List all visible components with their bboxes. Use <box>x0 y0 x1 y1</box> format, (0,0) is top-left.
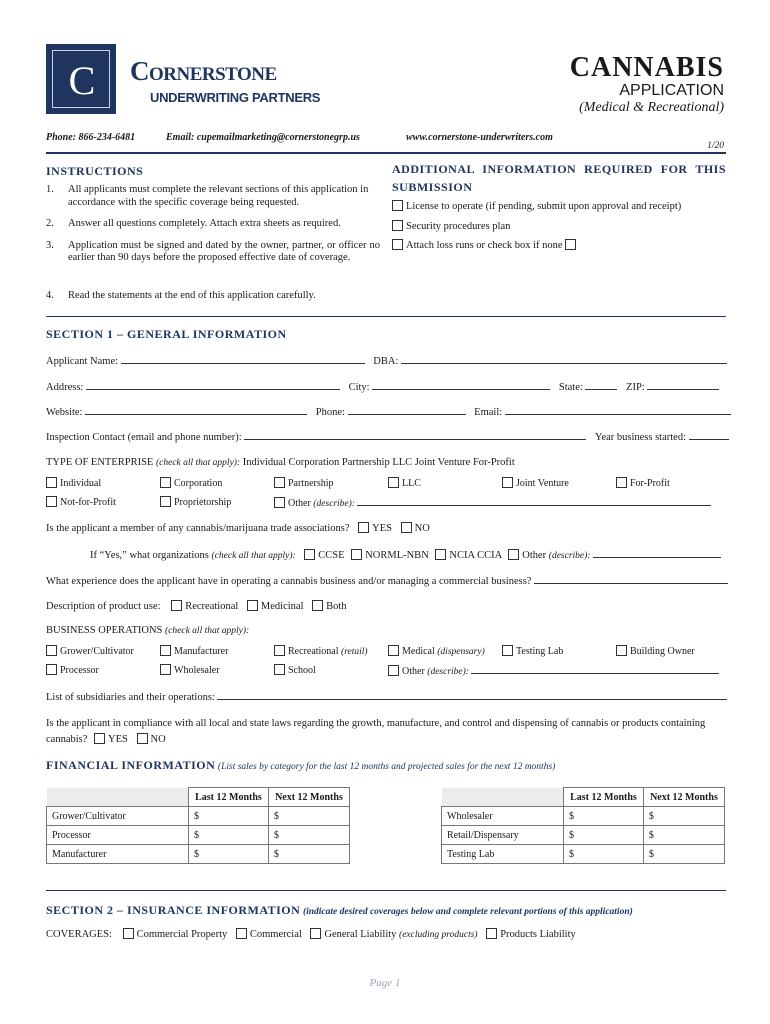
table-row: Retail/Dispensary $ $ <box>442 826 725 845</box>
state-field[interactable] <box>585 380 617 390</box>
contact-email: Email: cupemailmarketing@cornerstonegrp.us <box>166 132 360 143</box>
next-12-field[interactable]: $ <box>643 826 724 845</box>
next-12-field[interactable]: $ <box>268 807 349 826</box>
checkbox[interactable] <box>616 477 627 488</box>
general-liability-checkbox[interactable] <box>310 928 321 939</box>
logo-letter: C <box>68 58 96 103</box>
enterprise-corporation: Corporation <box>160 477 222 489</box>
ops-school: School <box>274 664 316 676</box>
license-checkbox[interactable] <box>392 200 403 211</box>
contact-website: www.cornerstone-underwriters.com <box>406 132 553 143</box>
checkbox[interactable] <box>46 664 57 675</box>
applicant-name-field[interactable] <box>121 354 365 364</box>
checkbox[interactable] <box>274 477 285 488</box>
enterprise-type-row: TYPE OF ENTERPRISE (check all that apply): Individual Corporation Partnership LLC Joint Venture For-Profit <box>46 457 515 468</box>
subsidiaries-field[interactable] <box>217 690 727 700</box>
no-loss-runs-checkbox[interactable] <box>565 239 576 250</box>
additional-loss-runs: Attach loss runs or check box if none <box>392 239 579 251</box>
form-title: CANNABIS <box>569 52 724 83</box>
checkbox[interactable] <box>46 645 57 656</box>
ops-wholesaler: Wholesaler <box>160 664 220 676</box>
checkbox[interactable] <box>616 645 627 656</box>
form-type: (Medical & Recreational) <box>579 100 724 115</box>
dba-field[interactable] <box>401 354 727 364</box>
last-12-field[interactable]: $ <box>189 845 269 864</box>
table-row: Manufacturer $ $ <box>47 845 350 864</box>
loss-runs-checkbox[interactable] <box>392 239 403 250</box>
ops-medical: Medical (dispensary) <box>388 645 485 657</box>
experience-field[interactable] <box>534 574 728 584</box>
ops-testing-lab: Testing Lab <box>502 645 563 657</box>
coverages-row: COVERAGES: Commercial Property Commercial General Liability (excluding products) Products Liability <box>46 929 576 940</box>
subsidiaries-row: List of subsidiaries and their operations: <box>46 690 726 703</box>
table-row: Grower/Cultivator $ $ <box>47 807 350 826</box>
instruction-item: 3. Application must be signed and dated by the owner, partner, or officer no earlier than 90 days before the proposed effective date of coverage. <box>46 239 380 263</box>
ccse-checkbox[interactable] <box>304 549 315 560</box>
last-12-field[interactable]: $ <box>189 826 269 845</box>
ops-grower: Grower/Cultivator <box>46 645 134 657</box>
compliance-row: Is the applicant in compliance with all local and state laws regarding the growth, manufacture, and control and dispensing of cannabis or products containing cannabis? YES NO <box>46 718 706 745</box>
experience-row: What experience does the applicant have in operating a cannabis business and/or managing a commercial business? <box>46 574 726 587</box>
ops-recreational: Recreational (retail) <box>274 645 368 657</box>
checkbox[interactable] <box>274 645 285 656</box>
checkbox[interactable] <box>160 664 171 675</box>
next-12-field[interactable]: $ <box>268 826 349 845</box>
security-plan-checkbox[interactable] <box>392 220 403 231</box>
address-field[interactable] <box>86 380 340 390</box>
products-liability-checkbox[interactable] <box>486 928 497 939</box>
table-row: Processor $ $ <box>47 826 350 845</box>
checkbox[interactable] <box>274 497 285 508</box>
financial-heading-row: FINANCIAL INFORMATION (List sales by category for the last 12 months and projected sales for the next 12 months) <box>46 758 556 772</box>
ops-processor: Processor <box>46 664 99 676</box>
next-12-field[interactable]: $ <box>643 845 724 864</box>
compliance-yes-checkbox[interactable] <box>94 733 105 744</box>
additional-info-heading: ADDITIONAL INFORMATION REQUIRED FOR THIS SUBMISSION <box>392 162 726 194</box>
checkbox[interactable] <box>160 645 171 656</box>
section2-divider <box>46 890 726 891</box>
checkbox[interactable] <box>274 664 285 675</box>
enterprise-proprietorship: Proprietorship <box>160 496 231 508</box>
section1-heading: SECTION 1 – GENERAL INFORMATION <box>46 327 287 341</box>
org-other-checkbox[interactable] <box>508 549 519 560</box>
instruction-item: 4. Read the statements at the end of this application carefully. <box>46 290 316 301</box>
financial-table-right: Last 12 Months Next 12 Months Wholesaler $ $ Retail/Dispensary $ $ Testing Lab $ $ <box>441 787 725 864</box>
inspection-row: Inspection Contact (email and phone number): Year business started: <box>46 430 726 443</box>
last-12-field[interactable]: $ <box>189 807 269 826</box>
form-subtitle: APPLICATION <box>619 82 724 99</box>
norml-checkbox[interactable] <box>351 549 362 560</box>
website-row: Website: Phone: Email: <box>46 405 726 418</box>
trade-assoc-row: Is the applicant a member of any cannabis/marijuana trade associations? YES NO <box>46 523 430 534</box>
zip-field[interactable] <box>647 380 719 390</box>
commercial-checkbox[interactable] <box>236 928 247 939</box>
header-divider <box>46 152 726 154</box>
additional-license: License to operate (if pending, submit upon approval and receipt) <box>392 200 681 212</box>
checkbox[interactable] <box>46 496 57 507</box>
ncia-checkbox[interactable] <box>435 549 446 560</box>
applicant-row: Applicant Name: DBA: <box>46 354 726 367</box>
trade-no-checkbox[interactable] <box>401 522 412 533</box>
checkbox[interactable] <box>388 477 399 488</box>
ops-building-owner: Building Owner <box>616 645 695 657</box>
last-12-field[interactable]: $ <box>564 826 644 845</box>
city-field[interactable] <box>372 380 550 390</box>
company-logo <box>46 44 116 114</box>
business-ops-row: BUSINESS OPERATIONS (check all that apply): <box>46 625 250 636</box>
table-row: Wholesaler $ $ <box>442 807 725 826</box>
medicinal-checkbox[interactable] <box>247 600 258 611</box>
trade-yes-checkbox[interactable] <box>358 522 369 533</box>
instructions-heading: INSTRUCTIONS <box>46 164 144 178</box>
ops-manufacturer: Manufacturer <box>160 645 228 657</box>
enterprise-partnership: Partnership <box>274 477 334 489</box>
next-12-field[interactable]: $ <box>268 845 349 864</box>
year-started-field[interactable] <box>689 430 729 440</box>
brand-name: Cornerstone <box>130 56 277 86</box>
commercial-property-checkbox[interactable] <box>123 928 134 939</box>
checkbox[interactable] <box>160 496 171 507</box>
organizations-row: If “Yes,” what organizations (check all that apply): CCSE NORML-NBN NCIA CCIA Other (describe): <box>90 548 726 561</box>
checkbox[interactable] <box>388 665 399 676</box>
contact-phone: Phone: 866-234-6481 <box>46 132 136 143</box>
table-row: Testing Lab $ $ <box>442 845 725 864</box>
enterprise-llc: LLC <box>388 477 421 489</box>
enterprise-other-field[interactable] <box>357 496 711 506</box>
compliance-no-checkbox[interactable] <box>137 733 148 744</box>
product-use-row: Description of product use: Recreational Medicinal Both <box>46 601 347 612</box>
additional-security: Security procedures plan <box>392 220 510 232</box>
enterprise-for-profit: For-Profit <box>616 477 670 489</box>
website-field[interactable] <box>85 405 307 415</box>
section1-divider <box>46 316 726 317</box>
financial-table-left: Last 12 Months Next 12 Months Grower/Cultivator $ $ Processor $ $ Manufacturer $ $ <box>46 787 350 864</box>
enterprise-joint-venture: Joint Venture <box>502 477 569 489</box>
inspection-contact-field[interactable] <box>244 430 586 440</box>
form-version: 1/20 <box>707 141 724 151</box>
last-12-field[interactable]: $ <box>564 845 644 864</box>
phone-field[interactable] <box>348 405 466 415</box>
instructions-list <box>46 184 380 265</box>
org-other-field[interactable] <box>593 548 721 558</box>
checkbox[interactable] <box>388 645 399 656</box>
instruction-item: 1. All applicants must complete the relevant sections of this application in accordance with the specific coverage being requested. <box>46 184 369 208</box>
ops-other: Other (describe): <box>388 664 719 677</box>
section2-heading-row: SECTION 2 – INSURANCE INFORMATION (indicate desired coverages below and complete relevant portions of this application) <box>46 903 633 917</box>
recreational-checkbox[interactable] <box>171 600 182 611</box>
both-checkbox[interactable] <box>312 600 323 611</box>
page-number: Page 1 <box>369 977 401 989</box>
ops-other-field[interactable] <box>471 664 719 674</box>
next-12-field[interactable]: $ <box>643 807 724 826</box>
checkbox[interactable] <box>160 477 171 488</box>
enterprise-individual: Individual <box>46 477 101 489</box>
enterprise-not-for-profit: Not-for-Profit <box>46 496 116 508</box>
email-field[interactable] <box>505 405 731 415</box>
checkbox[interactable] <box>502 645 513 656</box>
enterprise-other: Other (describe): <box>274 496 711 509</box>
checkbox[interactable] <box>46 477 57 488</box>
instruction-item: 2. Answer all questions completely. Attach extra sheets as required. <box>46 218 341 229</box>
brand-subtitle: UNDERWRITING PARTNERS <box>150 90 321 105</box>
address-row: Address: City: State: ZIP: <box>46 380 726 393</box>
last-12-field[interactable]: $ <box>564 807 644 826</box>
checkbox[interactable] <box>502 477 513 488</box>
